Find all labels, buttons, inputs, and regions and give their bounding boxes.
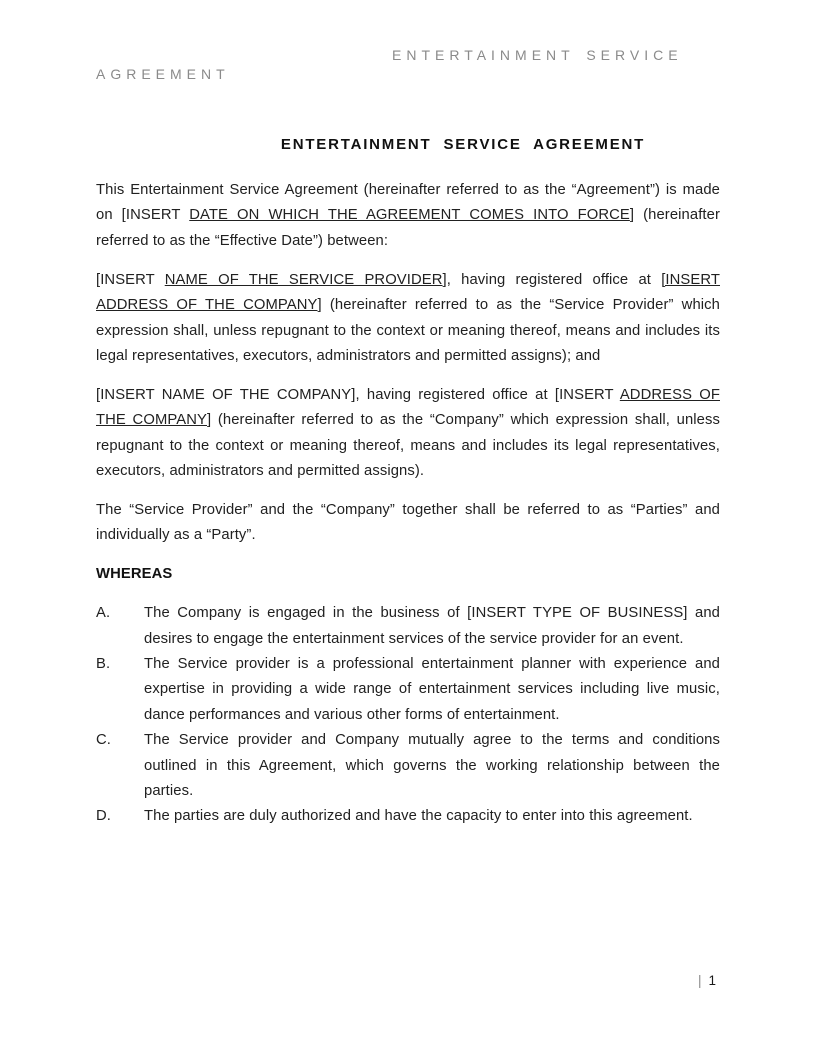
list-marker: B. bbox=[96, 656, 111, 672]
text-run: [INSERT NAME OF THE COMPANY], having registered office at [INSERT bbox=[96, 386, 620, 403]
paragraph bbox=[96, 268, 720, 370]
section-heading: WHEREAS bbox=[96, 566, 173, 583]
text-run: This Entertainment Service Agreement (hereinafter referred to as the “Agreement”) is made on [INSERT bbox=[96, 182, 720, 224]
text-run: ] (hereinafter referred to as the “Service Provider” which expression shall, unless repugnant to the context or meaning thereof, means and includes its legal representatives, executors, administrators and permitted assigns); and bbox=[96, 297, 720, 364]
text-run: ] (hereinafter referred to as the “Company” which expression shall, unless repugnant to the context or meaning thereof, means and includes its legal representatives, executors, administrators and permitted assigns). bbox=[96, 412, 720, 480]
text-run: ] (hereinafter referred to as the “Effective Date”) between: bbox=[96, 207, 720, 249]
paragraph bbox=[96, 178, 720, 254]
insert-placeholder: ADDRESS OF THE COMPANY bbox=[96, 386, 720, 429]
document-body bbox=[96, 178, 720, 830]
paragraph bbox=[96, 383, 720, 485]
footer-separator: | bbox=[697, 973, 702, 988]
insert-placeholder: [INSERT ADDRESS OF THE COMPANY bbox=[96, 271, 720, 314]
list-item-text: The Service provider is a professional entertainment planner with experience and expertise in providing a wide range of entertainment services including live music, dance performances and various other forms of entertainment. bbox=[144, 656, 720, 723]
list-marker: D. bbox=[96, 808, 111, 825]
list-item bbox=[96, 652, 720, 728]
text-run: The “Service Provider” and the “Company” together shall be referred to as “Parties” and individually as a “Party”. bbox=[96, 501, 720, 544]
page-number: 1 bbox=[708, 973, 716, 988]
insert-placeholder: DATE ON WHICH THE AGREEMENT COMES INTO FORCE bbox=[189, 207, 630, 224]
list-item bbox=[96, 804, 720, 829]
text-run: ], having registered office at bbox=[442, 271, 662, 288]
list-item-text: The Company is engaged in the business of [INSERT TYPE OF BUSINESS] and desires to engage the entertainment services of the service provider for an event. bbox=[144, 605, 720, 647]
recitals-list bbox=[96, 601, 720, 830]
list-marker: A. bbox=[96, 605, 111, 622]
document-title: ENTERTAINMENT SERVICE AGREEMENT bbox=[280, 136, 646, 153]
page-footer bbox=[698, 971, 716, 991]
list-item bbox=[96, 601, 720, 652]
paragraph bbox=[96, 498, 720, 549]
insert-placeholder: NAME OF THE SERVICE PROVIDER bbox=[164, 271, 443, 288]
list-item bbox=[96, 728, 720, 804]
list-item-text: The parties are duly authorized and have the capacity to enter into this agreement. bbox=[144, 808, 693, 825]
list-item-text: The Service provider and Company mutually agree to the terms and conditions outlined in this Agreement, which governs the working relationship between the parties. bbox=[144, 732, 720, 800]
text-run: [INSERT bbox=[96, 271, 165, 288]
running-header: ENTERTAINMENT SERVICE AGREEMENT bbox=[96, 47, 683, 82]
list-marker: C. bbox=[96, 732, 111, 749]
